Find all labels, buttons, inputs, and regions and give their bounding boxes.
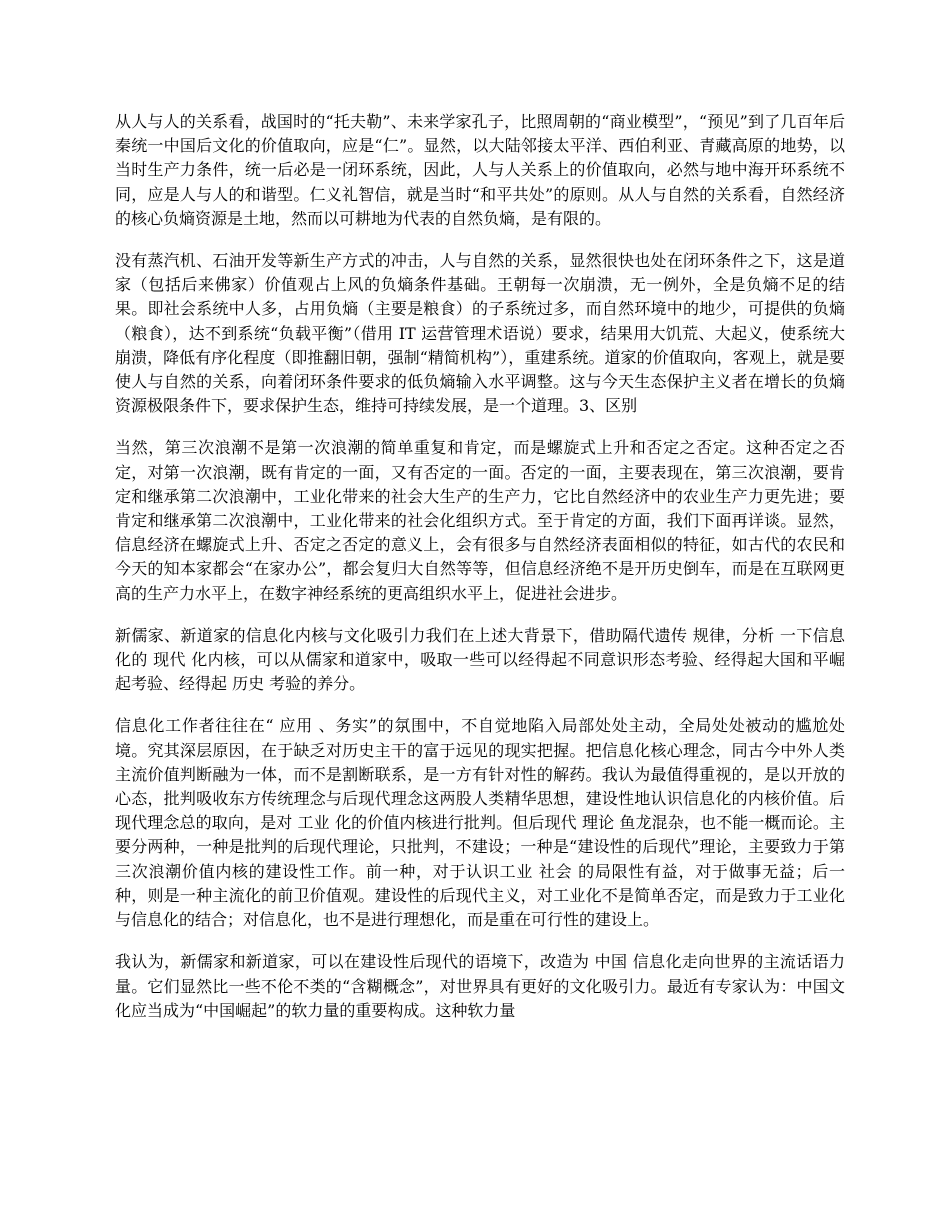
paragraph: 从人与人的关系看，战国时的“托夫勒”、未来学家孔子，比照周朝的“商业模型”，“预见”到了几百年后秦统一中国后文化的价值取向，应是“仁”。显然，以大陆邻接太平洋、西伯利亚、青藏高原的地势，以当时生产力条件，统一后必是一闭环系统，因此，人与人关系上的价值取向，必然与地中海开环系统不同，应是人与人的和谐型。仁义礼智信，就是当时“和平共处”的原则。从人与自然的关系看，自然经济的核心负熵资源是土地，然而以可耕地为代表的自然负熵，是有限的。 [115,112,845,228]
paragraph: 新儒家、新道家的信息化内核与文化吸引力我们在上述大背景下，借助隔代遗传 规律，分析 一下信息化的 现代 化内核，可以从儒家和道家中，吸取一些可以经得起不同意识形态考验、经得起大国和平崛起考验、经得起 历史 考验的养分。 [115,625,845,694]
paragraph: 当然，第三次浪潮不是第一次浪潮的简单重复和肯定，而是螺旋式上升和否定之否定。这种否定之否定，对第一次浪潮，既有肯定的一面，又有否定的一面。否定的一面，主要表现在，第三次浪潮，要肯定和继承第二次浪潮中，工业化带来的社会大生产的生产力，它比自然经济中的农业生产力更先进；要肯定和继承第二次浪潮中，工业化带来的社会化组织方式。至于肯定的方面，我们下面再详谈。显然，信息经济在螺旋式上升、否定之否定的意义上，会有很多与自然经济表面相似的特征，如古代的农民和今天的知本家都会“在家办公”，都会复归大自然等等，但信息经济绝不是开历史倒车，而是在互联网更高的生产力水平上，在数字神经系统的更高组织水平上，促进社会进步。 [115,438,845,603]
document-body [115,110,845,1041]
paragraph: 没有蒸汽机、石油开发等新生产方式的冲击，人与自然的关系，显然很快也处在闭环条件之下，这是道家（包括后来佛家）价值观占上风的负熵条件基础。王朝每一次崩溃，无一例外，全是负熵不足的结果。即社会系统中人多，占用负熵（主要是粮食）的子系统过多，而自然环境中的地少，可提供的负熵（粮食），达不到系统“负载平衡”（借用 IT 运营管理术语说）要求，结果用大饥荒、大起义，使系统大崩溃，降低有序化程度（即推翻旧朝，强制“精简机构”），重建系统。道家的价值取向，客观上，就是要使人与自然的关系，向着闭环条件要求的低负熵输入水平调整。这与今天生态保护主义者在增长的负熵资源极限条件下，要求保护生态，维持可持续发展，是一个道理。3、区别 [115,251,845,416]
paragraph: 我认为，新儒家和新道家，可以在建设性后现代的语境下，改造为 中国 信息化走向世界的主流话语力量。它们显然比一些不伦不类的“含糊概念”，对世界具有更好的文化吸引力。最近有专家认为：中国文化应当成为“中国崛起”的软力量的重要构成。这种软力量 [115,952,845,1020]
paragraph: 信息化工作者往往在“ 应用 、务实”的氛围中，不自觉地陷入局部处处主动，全局处处被动的尴尬处境。究其深层原因，在于缺乏对历史主干的富于远见的现实把握。把信息化核心理念，同古今中外人类主流价值判断融为一体，而不是割断联系，是一方有针对性的解药。我认为最值得重视的，是以开放的心态，批判吸收东方传统理念与后现代理念这两股人类精华思想，建设性地认识信息化的内核价值。后现代理念总的取向，是对 工业 化的价值内核进行批判。但后现代 理论 鱼龙混杂，也不能一概而论。主要分两种，一种是批判的后现代理论，只批判，不建设；一种是“建设性的后现代”理论，主要致力于第三次浪潮价值内核的建设性工作。前一种，对于认识工业 社会 的局限性有益，对于做事无益；后一种，则是一种主流化的前卫价值观。建设性的后现代主义，对工业化不是简单否定，而是致力于工业化与信息化的结合；对信息化，也不是进行理想化，而是重在可行性的建设上。 [115,716,845,930]
